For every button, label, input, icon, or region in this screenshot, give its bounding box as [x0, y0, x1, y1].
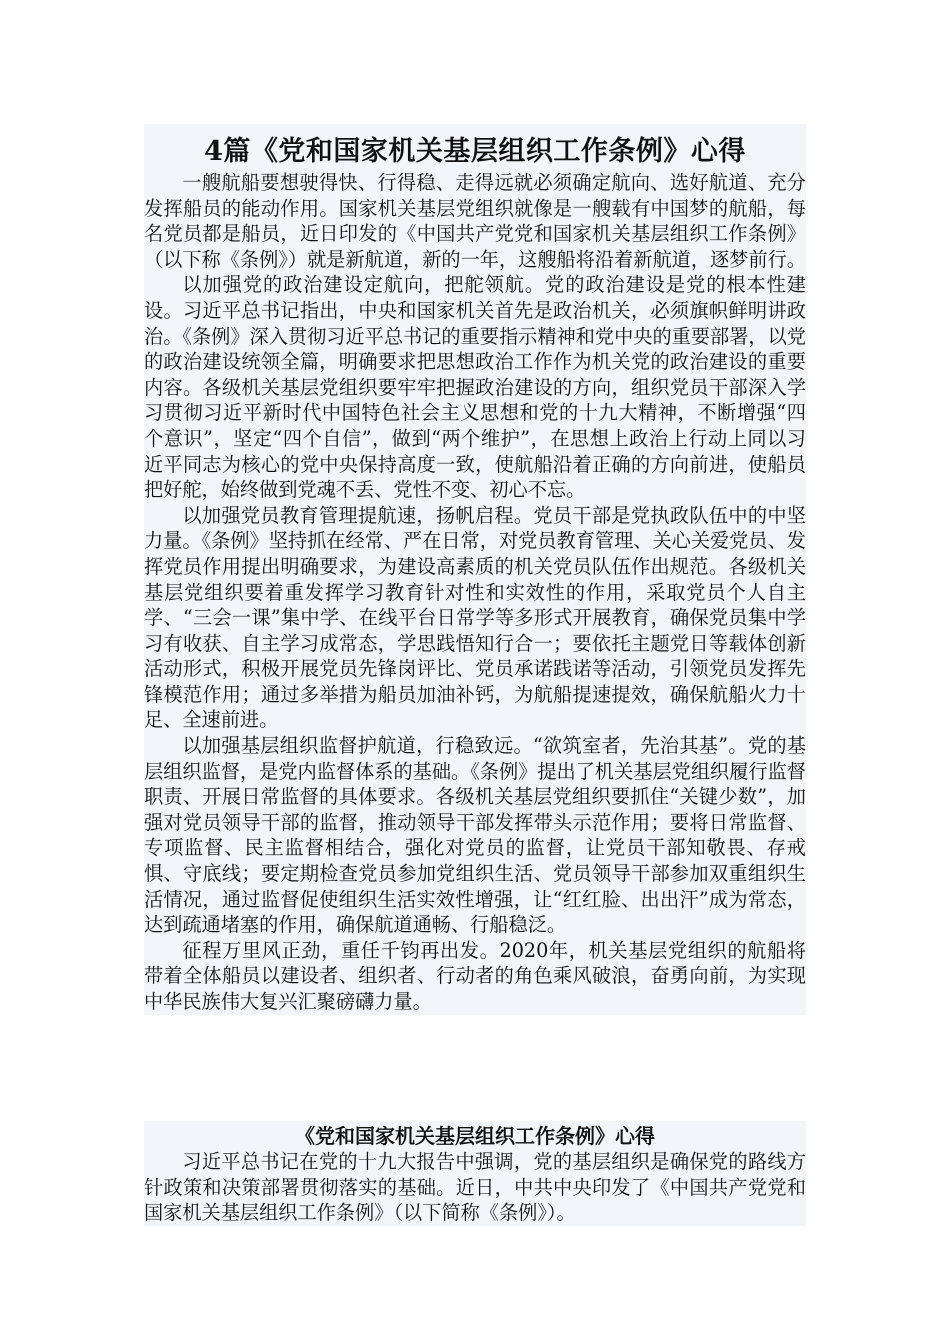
article-2-title: 《党和国家机关基层组织工作条例》心得: [295, 1124, 655, 1148]
article-1-title: 4篇《党和国家机关基层组织工作条例》心得: [204, 136, 746, 167]
article-1-paragraph-4: 以加强基层组织监督护航道，行稳致远。“欲筑室者，先治其基”。党的基层组织监督，是党内监督体系的基础。《条例》提出了机关基层党组织履行监督职责、开展日常监督的具体要求。各级机关基层党组织要抓住“关键少数”，加强对党员领导干部的监督，推动领导干部发挥带头示范作用；要将日常监督、专项监督、民主监督相结合，强化对党员的监督，让党员干部知敬畏、存戒惧、守底线；要定期检查党员参加党组织生活、党员领导干部参加双重组织生活情况，通过监督促使组织生活实效性增强，让“红红脸、出出汗”成为常态，达到疏通堵塞的作用，确保航道通畅、行船稳泛。: [144, 734, 806, 937]
article-1-paragraph-3: 以加强党员教育管理提航速，扬帆启程。党员干部是党执政队伍中的中坚力量。《条例》坚持抓在经常、严在日常，对党员教育管理、关心关爱党员、发挥党员作用提出明确要求，为建设高素质的机关党员队伍作出规范。各级机关基层党组织要着重发挥学习教育针对性和实效性的作用，采取党员个人自主学、“三会一课”集中学、在线平台日常学等多形式开展教育，确保党员集中学习有收获、自主学习成常态，学思践悟知行合一；要依托主题党日等载体创新活动形式，积极开展党员先锋岗评比、党员承诺践诺等活动，引领党员发挥先锋模范作用；通过多举措为船员加油补钙，为航船提速提效，确保航船火力十足、全速前进。: [144, 503, 806, 732]
article-2-paragraph-1: 习近平总书记在党的十九大报告中强调，党的基层组织是确保党的路线方针政策和决策部署贯彻落实的基础。近日，中共中央印发了《中国共产党党和国家机关基层组织工作条例》（以下简称《条例》）。: [144, 1150, 806, 1225]
article-1-paragraph-5: 征程万里风正劲，重任千钧再出发。2020年，机关基层党组织的航船将带着全体船员以建设者、组织者、行动者的角色乘风破浪，奋勇向前，为实现中华民族伟大复兴汇聚磅礴力量。: [144, 938, 806, 1013]
article-1-paragraph-2: 以加强党的政治建设定航向，把舵领航。党的政治建设是党的根本性建设。习近平总书记指出，中央和国家机关首先是政治机关，必须旗帜鲜明讲政治。《条例》深入贯彻习近平总书记的重要指示精神和党中央的重要部署，以党的政治建设统领全篇，明确要求把思想政治工作作为机关党的政治建设的重要内容。各级机关基层党组织要牢牢把握政治建设的方向，组织党员干部深入学习贯彻习近平新时代中国特色社会主义思想和党的十九大精神，不断增强“四个意识”，坚定“四个自信”，做到“两个维护”，在思想上政治上行动上同以习近平同志为核心的党中央保持高度一致，使航船沿着正确的方向前进，使船员把好舵，始终做到党魂不丢、党性不变、初心不忘。: [144, 273, 806, 502]
article-2: [144, 1121, 806, 1226]
article-1: [144, 124, 806, 1015]
article-1-paragraph-1: 一艘航船要想驶得快、行得稳、走得远就必须确定航向、选好航道、充分发挥船员的能动作用。国家机关基层党组织就像是一艘载有中国梦的航船，每名党员都是船员，近日印发的《中国共产党党和国家机关基层组织工作条例》（以下称《条例》）就是新航道，新的一年，这艘船将沿着新航道，逐梦前行。: [144, 171, 806, 271]
